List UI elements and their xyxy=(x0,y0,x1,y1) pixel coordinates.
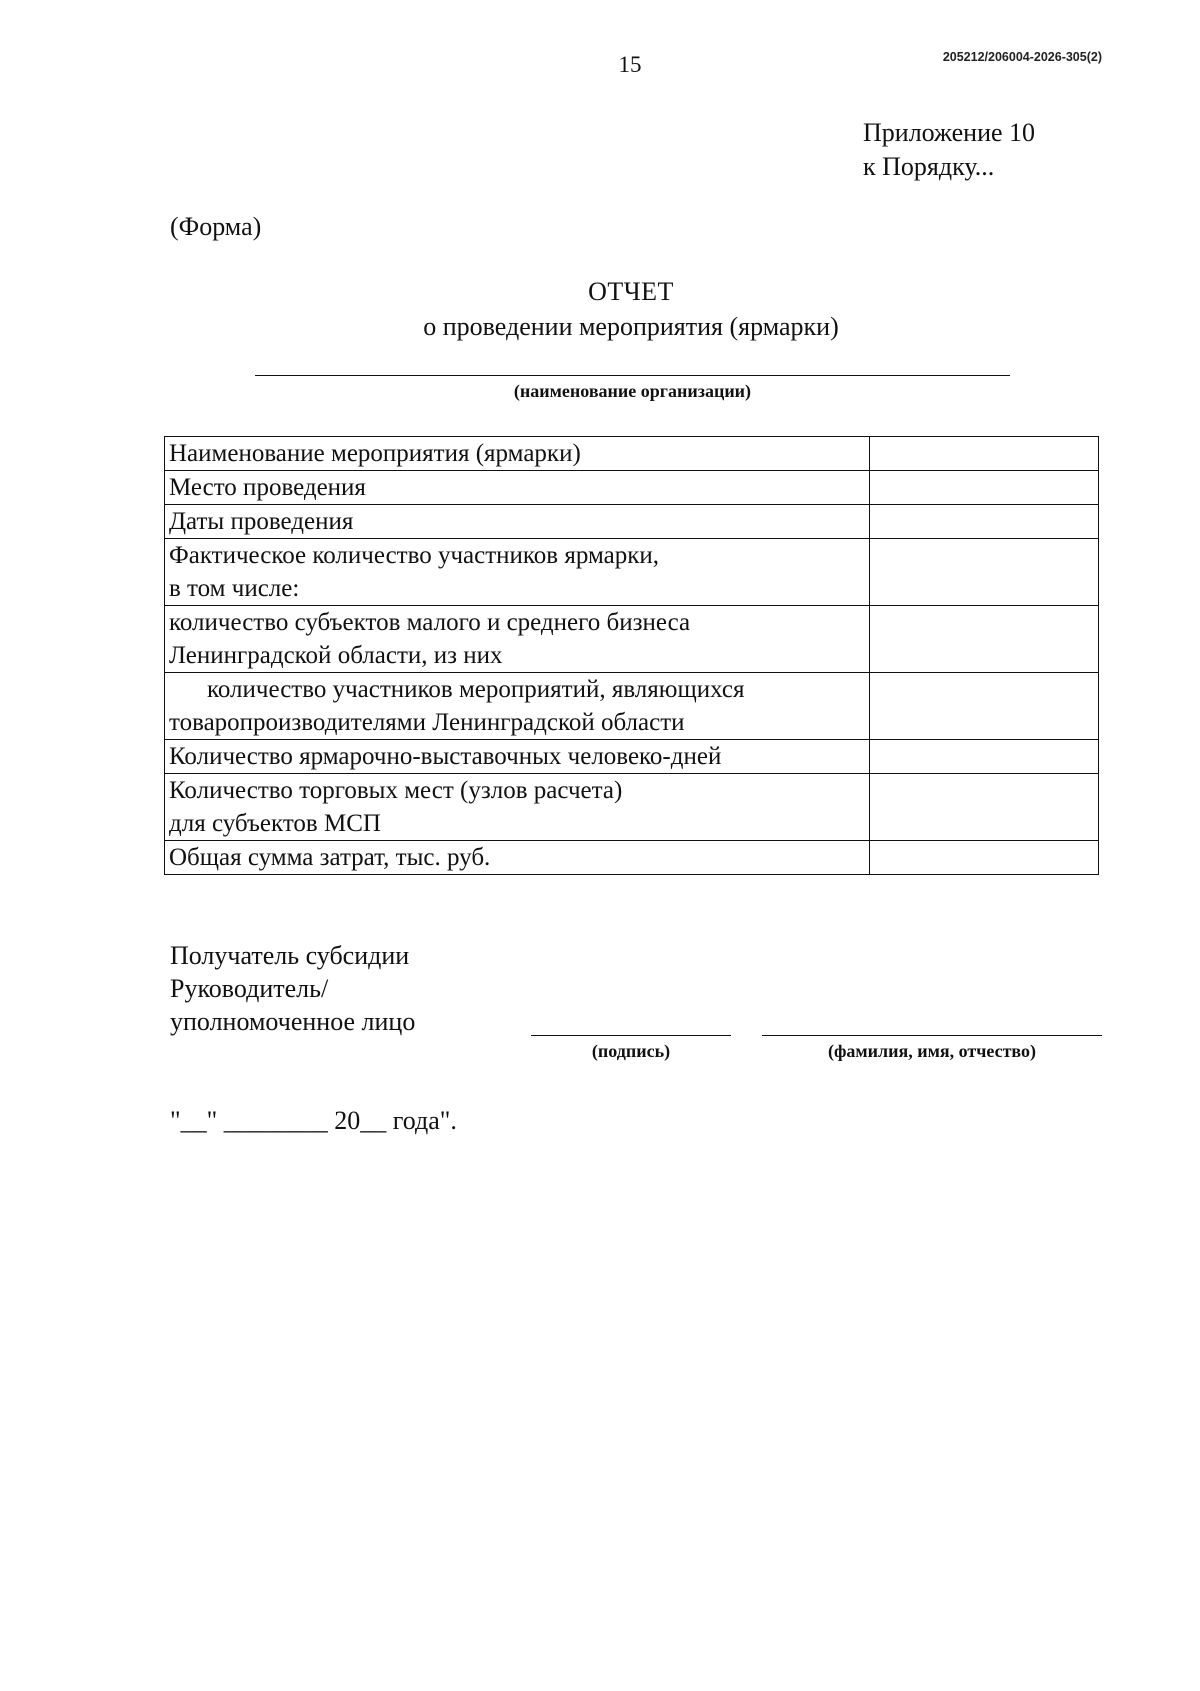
table-row xyxy=(165,471,1099,505)
row-label xyxy=(165,740,870,774)
row-label xyxy=(165,505,870,539)
row-label-text: Место проведения xyxy=(169,474,366,501)
row-value-cell[interactable] xyxy=(870,505,1099,539)
row-label xyxy=(165,471,870,505)
row-label xyxy=(165,841,870,875)
row-label-text: для субъектов МСП xyxy=(169,810,381,837)
table-row xyxy=(165,774,1099,841)
signature-line[interactable] xyxy=(531,1035,731,1036)
row-value-cell[interactable] xyxy=(870,841,1099,875)
table-row xyxy=(165,437,1099,471)
signer-block xyxy=(170,939,415,1038)
head-label: Руководитель/ xyxy=(170,974,329,1003)
table-row xyxy=(165,505,1099,539)
authorized-person-label: уполномоченное лицо xyxy=(170,1007,416,1036)
row-label-text: количество участников мероприятий, являющихся xyxy=(207,676,745,703)
row-label-text: Количество торговых мест (узлов расчета) xyxy=(169,777,623,804)
table-row xyxy=(165,673,1099,740)
signature-caption: (подпись) xyxy=(591,1041,671,1061)
report-table xyxy=(164,436,1099,875)
row-label-text: Фактическое количество участников ярмарки, xyxy=(169,542,660,569)
appendix-line-1: Приложение 10 xyxy=(863,118,1036,147)
row-label xyxy=(165,437,870,471)
table-row xyxy=(165,740,1099,774)
row-label xyxy=(165,539,870,606)
table-row xyxy=(165,539,1099,606)
row-value-cell[interactable] xyxy=(870,471,1099,505)
row-label-text: Наименование мероприятия (ярмарки) xyxy=(169,440,581,467)
appendix-line-2: к Порядку... xyxy=(863,152,995,181)
full-name-line[interactable] xyxy=(762,1035,1102,1036)
report-subtitle: о проведении мероприятия (ярмарки) xyxy=(423,312,839,341)
row-label-text: в том числе: xyxy=(169,575,300,602)
row-label-text: товаропроизводителями Ленинградской области xyxy=(169,709,685,736)
row-value-cell[interactable] xyxy=(870,673,1099,740)
report-title: ОТЧЕТ xyxy=(588,277,674,306)
row-label-text: Общая сумма затрат, тыс. руб. xyxy=(169,844,491,871)
full-name-caption: (фамилия, имя, отчество) xyxy=(827,1041,1037,1061)
table-row xyxy=(165,606,1099,673)
appendix-reference xyxy=(863,116,1035,184)
row-value-cell[interactable] xyxy=(870,774,1099,841)
organization-name-line[interactable] xyxy=(255,375,1010,376)
row-value-cell[interactable] xyxy=(870,606,1099,673)
page-number: 15 xyxy=(618,52,642,77)
row-label-text: Количество ярмарочно-выставочных человеко-дней xyxy=(169,743,722,770)
row-label xyxy=(165,774,870,841)
row-value-cell[interactable] xyxy=(870,539,1099,606)
row-label-text: Даты проведения xyxy=(169,508,354,535)
organization-caption: (наименование организации) xyxy=(513,381,752,401)
row-label-text: Ленинградской области, из них xyxy=(169,642,503,669)
row-label xyxy=(165,606,870,673)
row-value-cell[interactable] xyxy=(870,740,1099,774)
subsidy-recipient-label: Получатель субсидии xyxy=(170,941,410,970)
table-row xyxy=(165,841,1099,875)
form-label: (Форма) xyxy=(170,212,262,241)
row-label xyxy=(165,673,870,740)
row-label-text: количество субъектов малого и среднего бизнеса xyxy=(169,609,691,636)
row-value-cell[interactable] xyxy=(870,437,1099,471)
date-line[interactable]: "__" ________ 20__ года". xyxy=(170,1106,457,1135)
document-code: 205212/206004-2026-305(2) xyxy=(942,50,1102,64)
